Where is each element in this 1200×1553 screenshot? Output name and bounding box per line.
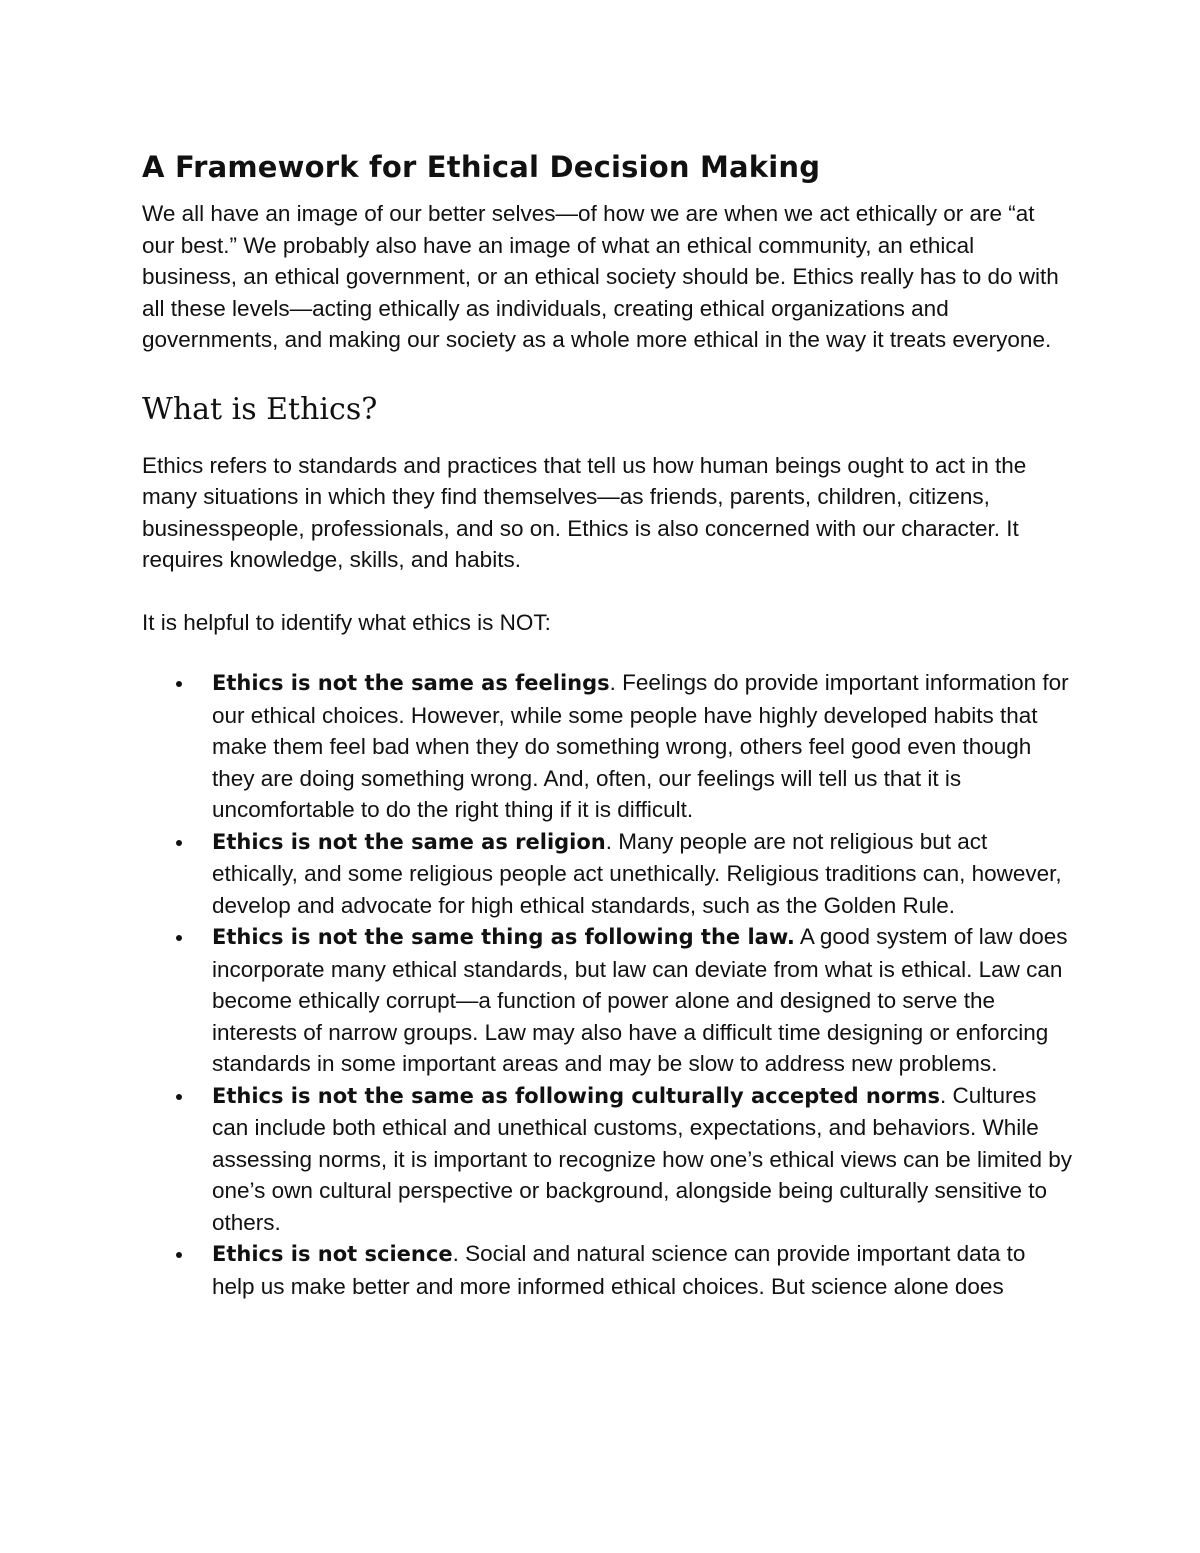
ethics-not-list (142, 667, 1072, 1302)
document-title: A Framework for Ethical Decision Making (142, 150, 821, 184)
list-item (212, 826, 1072, 922)
list-item-text: A good system of law does incorporate many ethical standards, but law can deviate from what is ethical. Law can become ethically corrupt—a function of power alone and designed to serve the interests of narrow groups. Law may also have a difficult time designing or enforcing standards in some important areas and may be slow to address new problems. (212, 924, 1068, 1076)
list-item-lead: Ethics is not science (212, 1242, 453, 1266)
list-item-text: . Social and natural science can provide important data to help us make better and more informed ethical choices. But science alone does (212, 1241, 1026, 1299)
section-heading: What is Ethics? (142, 391, 378, 427)
list-item-lead: Ethics is not the same as feelings (212, 671, 610, 695)
list-intro-paragraph: It is helpful to identify what ethics is NOT: (142, 609, 551, 635)
bullet-icon (176, 681, 182, 687)
document-page (142, 140, 1072, 1302)
bullet-icon (176, 1252, 182, 1258)
list-item (212, 1238, 1072, 1302)
list-item-text: . Cultures can include both ethical and unethical customs, expectations, and behaviors. While assessing norms, it is important to recognize how one’s ethical views can be limited by one’s own cultural perspective or background, alongside being culturally sensitive to others. (212, 1082, 1072, 1235)
list-item-lead: Ethics is not the same thing as following the law. (212, 925, 795, 949)
list-item-text: . Feelings do provide important information for our ethical choices. However, while some people have highly developed habits that make them feel bad when they do something wrong, others feel good even though they are doing something wrong. And, often, our feelings will tell us that it is uncomfortable to do the right thing if it is difficult. (212, 670, 1069, 822)
bullet-icon (176, 1094, 182, 1100)
list-item-lead: Ethics is not the same as following culturally accepted norms (212, 1083, 941, 1108)
list-item (212, 921, 1072, 1080)
list-item-text: . Many people are not religious but act ethically, and some religious people act unethically. Religious traditions can, however, develop and advocate for high ethical standards, such as the Golden Rule. (212, 828, 1062, 918)
list-item-lead: Ethics is not the same as religion (212, 829, 606, 854)
definition-paragraph: Ethics refers to standards and practices that tell us how human beings ought to act in the many situations in which they find themselves—as friends, parents, children, citizens, businesspeople, professionals, and so on. Ethics is also concerned with our character. It requires knowledge, skills, and habits. (142, 452, 1027, 572)
list-item (212, 667, 1072, 826)
bullet-icon (176, 840, 182, 846)
list-item (212, 1080, 1072, 1239)
bullet-icon (176, 935, 182, 941)
intro-paragraph: We all have an image of our better selves—of how we are when we act ethically or are “at our best.” We probably also have an image of what an ethical community, an ethical business, an ethical government, or an ethical society should be. Ethics really has to do with all these levels—acting ethically as individuals, creating ethical organizations and governments, and making our society as a whole more ethical in the way it treats everyone. (142, 201, 1059, 352)
